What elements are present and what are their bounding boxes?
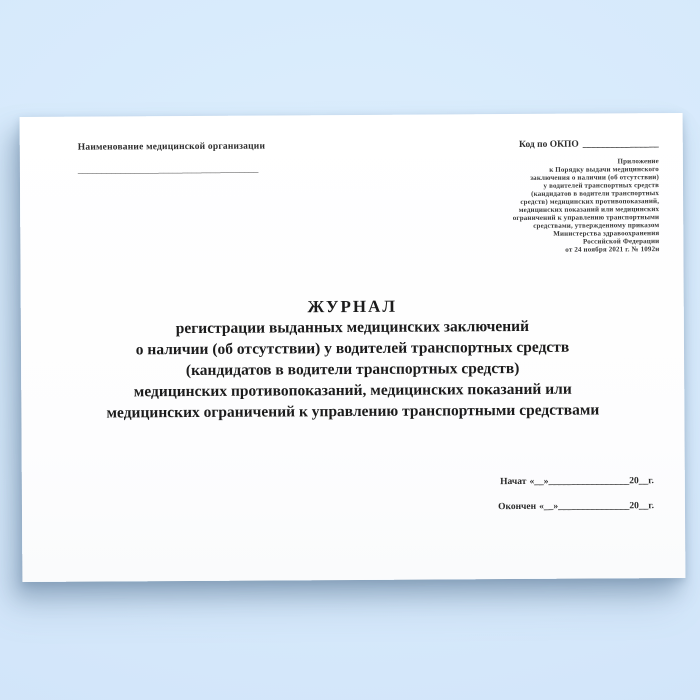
appendix-line: Российской Федерации bbox=[582, 237, 660, 246]
title-block bbox=[21, 294, 685, 424]
appendix-line: у водителей транспортных средств bbox=[543, 181, 660, 190]
okpo-blank-line: ________________ bbox=[582, 139, 659, 150]
okpo-field bbox=[519, 139, 659, 150]
appendix-line: Министерства здравоохранения bbox=[553, 229, 660, 238]
finished-row bbox=[498, 500, 654, 514]
journal-subtitle-line: медицинских противопоказаний, медицинских показаний или bbox=[133, 380, 572, 401]
dates-block bbox=[498, 475, 654, 526]
org-name-blank-line: ______________________________________ bbox=[77, 164, 259, 176]
started-label: Начат bbox=[500, 476, 527, 488]
okpo-label: Код по ОКПО bbox=[519, 139, 579, 150]
finished-label: Окончен bbox=[498, 501, 537, 513]
appendix-line: заключения о наличии (об отсутствии) bbox=[530, 173, 659, 182]
appendix-line: средств) медицинских противопоказаний, bbox=[520, 197, 660, 206]
started-blank-line: «__»_________________20__г. bbox=[529, 476, 654, 487]
appendix-line: медицинских показаний или медицинских bbox=[518, 205, 660, 214]
appendix-line: к Порядку выдачи медицинского bbox=[549, 165, 659, 174]
org-name-label: Наименование медицинской организации bbox=[77, 141, 266, 153]
journal-cover-sheet bbox=[20, 113, 686, 582]
appendix-note bbox=[512, 157, 659, 254]
appendix-line: ограничений к управлению транспортными bbox=[512, 213, 660, 223]
appendix-line: (кандидатов в водители транспортных bbox=[531, 189, 660, 198]
journal-title: ЖУРНАЛ bbox=[307, 296, 398, 317]
journal-subtitle-line: (кандидатов в водители транспортных средств) bbox=[185, 359, 520, 380]
appendix-line: средствами, утвержденному приказом bbox=[533, 221, 660, 230]
journal-subtitle-line: регистрации выданных медицинских заключений bbox=[175, 317, 530, 338]
journal-subtitle-line: медицинских ограничений к управлению транспортными средствами bbox=[106, 401, 600, 422]
finished-blank-line: «__»_______________20__г. bbox=[539, 501, 655, 512]
appendix-line: от 24 ноября 2021 г. № 1092н bbox=[565, 245, 660, 254]
started-row bbox=[498, 475, 654, 489]
appendix-line: Приложение bbox=[617, 157, 659, 166]
journal-subtitle-line: о наличии (об отсутствии) у водителей транспортных средств bbox=[135, 338, 570, 359]
